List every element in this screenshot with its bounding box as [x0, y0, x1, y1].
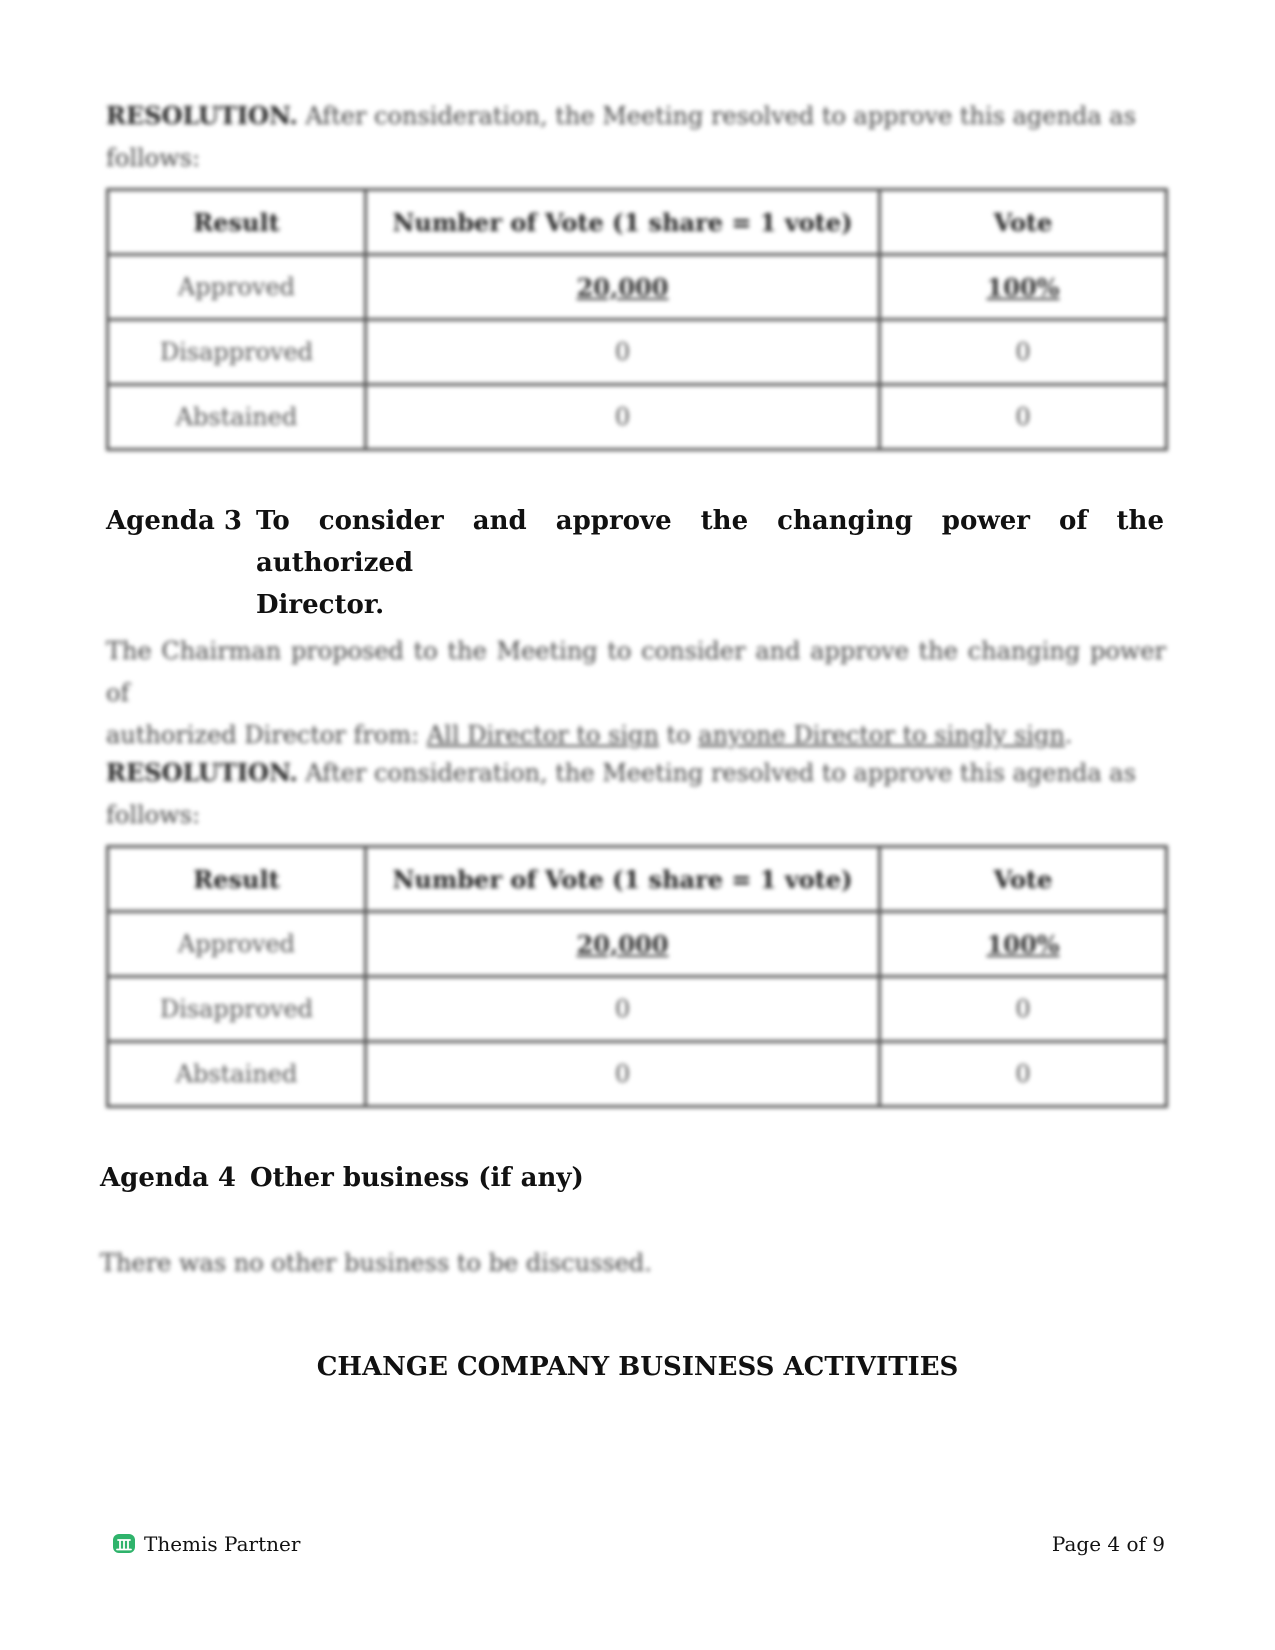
header-result: Result [108, 190, 366, 255]
proposal-suffix: . [1064, 721, 1073, 749]
agenda-4-title: Other business (if any) [250, 1163, 584, 1193]
header-vote: Vote [880, 190, 1167, 255]
resolution-text: After consideration, the Meeting resolved to approve this agenda as follows: [106, 759, 1136, 829]
table-row [108, 912, 1167, 977]
agenda-3-title-line-2: Director. [256, 590, 385, 620]
proposal-paragraph [106, 630, 1166, 756]
cell-votes: 0 [366, 977, 880, 1042]
proposal-to: anyone Director to singly sign [698, 721, 1065, 749]
agenda-4-label: Agenda 4 [100, 1163, 236, 1193]
cell-result: Disapproved [108, 320, 366, 385]
cell-votes: 20,000 [366, 255, 880, 320]
table-row [108, 255, 1167, 320]
table-header-row [108, 190, 1167, 255]
proposal-from: All Director to sign [426, 721, 659, 749]
resolution-label: RESOLUTION. [106, 758, 298, 787]
cell-percent: 0 [880, 1042, 1167, 1107]
cell-votes: 0 [366, 320, 880, 385]
section-title: CHANGE COMPANY BUSINESS ACTIVITIES [316, 1352, 959, 1382]
cell-percent: 100% [880, 912, 1167, 977]
table-header-row [108, 847, 1167, 912]
resolution-text: After consideration, the Meeting resolved to approve this agenda as follows: [106, 102, 1136, 172]
vote-table-2 [106, 845, 1168, 1108]
themis-logo-icon [112, 1532, 136, 1556]
table-row [108, 320, 1167, 385]
footer-brand-name: Themis Partner [144, 1532, 301, 1556]
cell-percent: 0 [880, 320, 1167, 385]
header-result: Result [108, 847, 366, 912]
proposal-to-word: to [666, 721, 691, 749]
cell-votes: 0 [366, 1042, 880, 1107]
proposal-prefix: authorized Director from: [106, 721, 420, 749]
cell-percent: 0 [880, 977, 1167, 1042]
table-row [108, 385, 1167, 450]
agenda-4-body: There was no other business to be discussed. [100, 1249, 652, 1277]
agenda-3-title [256, 500, 1164, 626]
cell-result: Approved [108, 912, 366, 977]
cell-votes: 0 [366, 385, 880, 450]
resolution-paragraph-2 [106, 752, 1166, 836]
resolution-label: RESOLUTION. [106, 101, 298, 130]
agenda-3-label: Agenda 3 [106, 506, 242, 536]
vote-table-1 [106, 188, 1168, 451]
agenda-3-title-line-1: To consider and approve the changing power of the authorized [256, 506, 1164, 578]
footer-brand [112, 1530, 300, 1558]
cell-result: Abstained [108, 1042, 366, 1107]
page-number: Page 4 of 9 [1051, 1532, 1165, 1556]
header-number-of-vote: Number of Vote (1 share = 1 vote) [366, 190, 880, 255]
table-row [108, 1042, 1167, 1107]
cell-votes: 20,000 [366, 912, 880, 977]
header-number-of-vote: Number of Vote (1 share = 1 vote) [366, 847, 880, 912]
resolution-paragraph-1 [106, 95, 1166, 179]
proposal-line-1: The Chairman proposed to the Meeting to consider and approve the changing power of [106, 637, 1166, 707]
table-row [108, 977, 1167, 1042]
cell-result: Disapproved [108, 977, 366, 1042]
cell-percent: 100% [880, 255, 1167, 320]
cell-result: Approved [108, 255, 366, 320]
header-vote: Vote [880, 847, 1167, 912]
cell-result: Abstained [108, 385, 366, 450]
cell-percent: 0 [880, 385, 1167, 450]
